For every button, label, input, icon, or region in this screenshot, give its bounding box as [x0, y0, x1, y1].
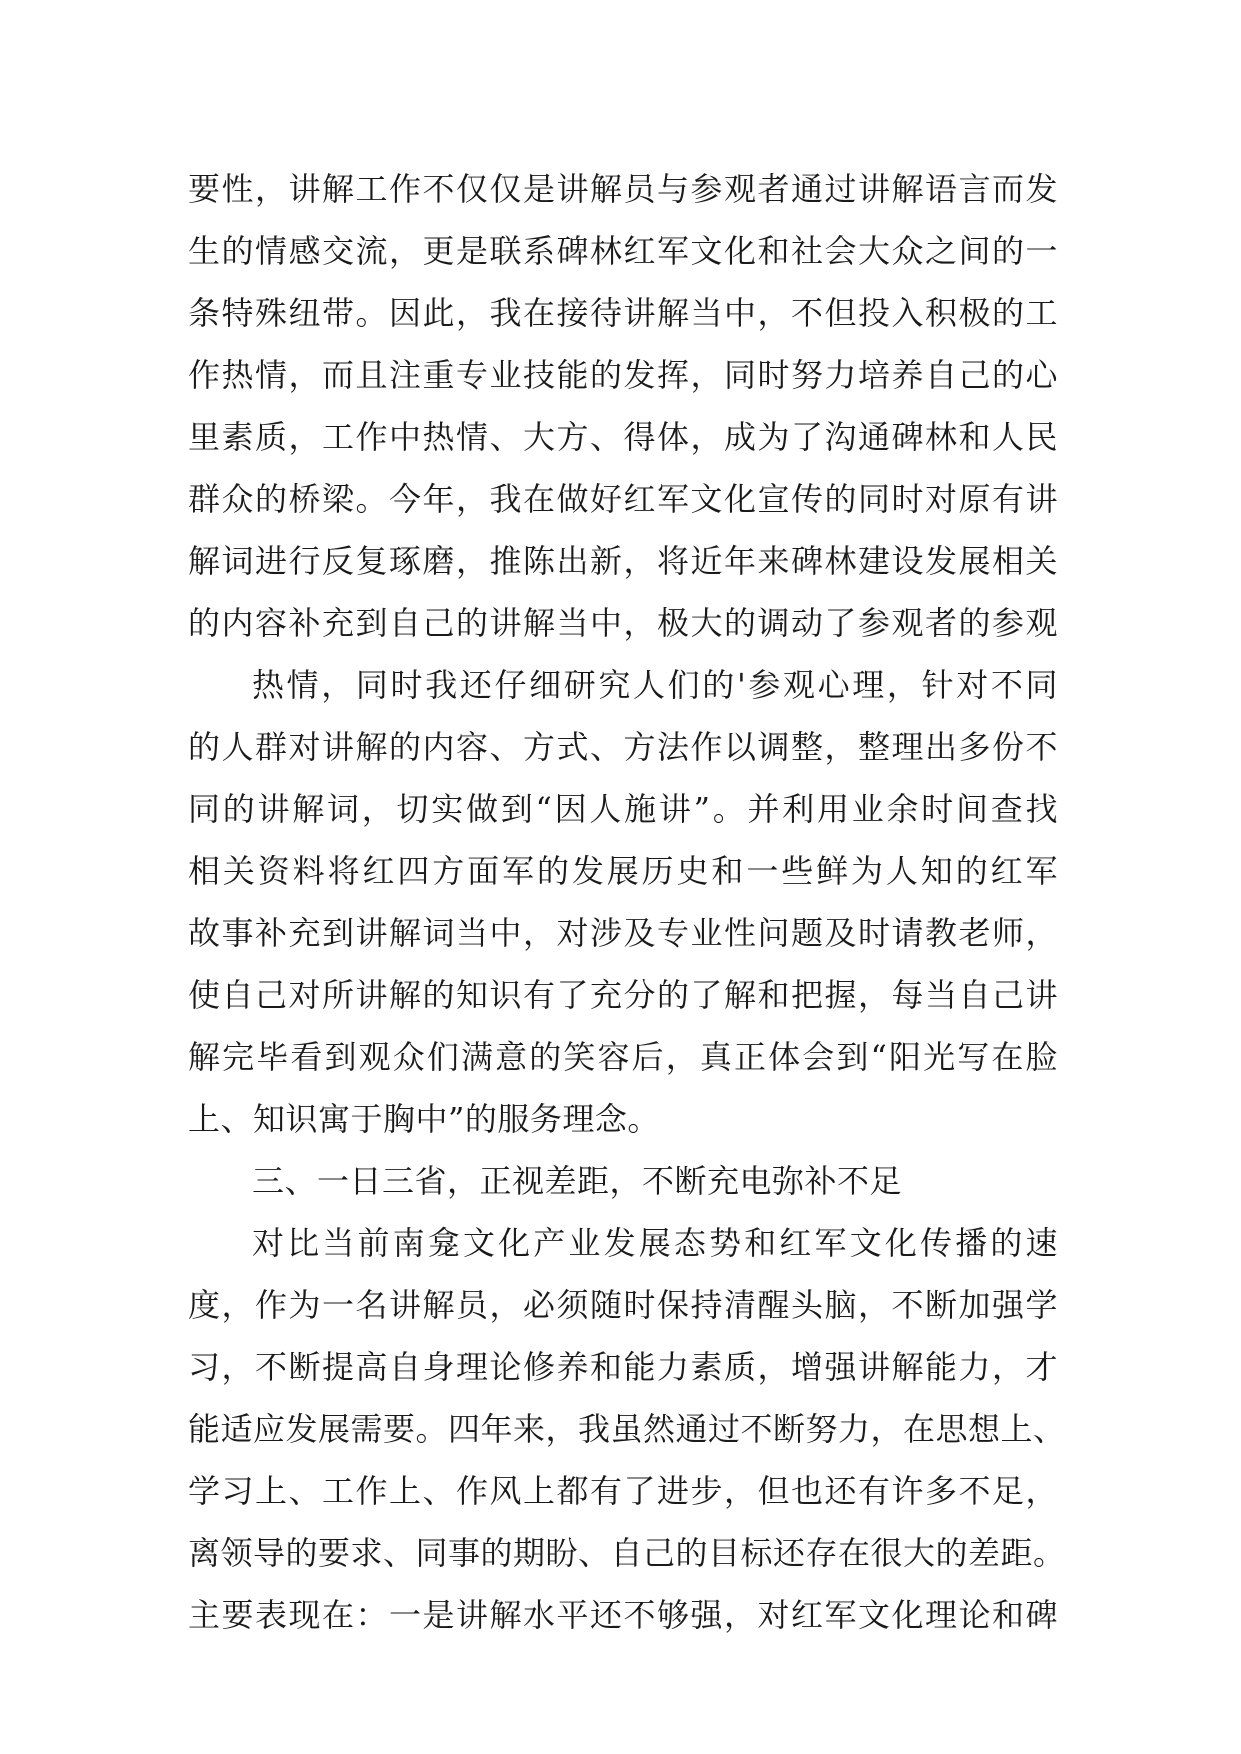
text-line: 使自己对所讲解的知识有了充分的了解和把握，每当自己讲 [188, 976, 1058, 1014]
text-line: 的人群对讲解的内容、方式、方法作以调整，整理出多份不 [188, 728, 1058, 766]
text-line: 对比当前南龛文化产业发展态势和红军文化传播的速 [252, 1224, 1058, 1262]
text-line: 解词进行反复琢磨，推陈出新，将近年来碑林建设发展相关 [188, 542, 1058, 580]
text-line: 故事补充到讲解词当中，对涉及专业性问题及时请教老师， [188, 914, 1058, 952]
text-line: 度，作为一名讲解员，必须随时保持清醒头脑，不断加强学 [188, 1286, 1058, 1324]
text-line: 学习上、工作上、作风上都有了进步，但也还有许多不足， [188, 1472, 1058, 1510]
text-line: 习，不断提高自身理论修养和能力素质，增强讲解能力，才 [188, 1348, 1058, 1386]
text-line: 上、知识寓于胸中”的服务理念。 [188, 1100, 660, 1138]
text-line: 作热情，而且注重专业技能的发挥，同时努力培养自己的心 [188, 356, 1058, 394]
text-line: 离领导的要求、同事的期盼、自己的目标还存在很大的差距。 [188, 1534, 1066, 1572]
text-line: 热情，同时我还仔细研究人们的'参观心理，针对不同 [252, 666, 1058, 704]
text-line: 三、一日三省，正视差距，不断充电弥补不足 [252, 1162, 903, 1200]
text-line: 主要表现在：一是讲解水平还不够强，对红军文化理论和碑 [188, 1596, 1058, 1634]
text-line: 里素质，工作中热情、大方、得体，成为了沟通碑林和人民 [188, 418, 1058, 456]
text-line: 能适应发展需要。四年来，我虽然通过不断努力，在思想上、 [188, 1410, 1066, 1448]
body-text [188, 158, 1066, 1646]
text-line: 同的讲解词，切实做到“因人施讲”。并利用业余时间查找 [188, 790, 1058, 828]
text-line: 条特殊纽带。因此，我在接待讲解当中，不但投入积极的工 [188, 294, 1058, 332]
text-line: 生的情感交流，更是联系碑林红军文化和社会大众之间的一 [188, 232, 1058, 270]
text-line: 解完毕看到观众们满意的笑容后，真正体会到“阳光写在脸 [188, 1038, 1058, 1076]
text-line: 要性，讲解工作不仅仅是讲解员与参观者通过讲解语言而发 [188, 170, 1058, 208]
text-line: 群众的桥梁。今年，我在做好红军文化宣传的同时对原有讲 [188, 480, 1058, 518]
text-line: 的内容补充到自己的讲解当中，极大的调动了参观者的参观 [188, 604, 1058, 642]
text-line: 相关资料将红四方面军的发展历史和一些鲜为人知的红军 [188, 852, 1058, 890]
